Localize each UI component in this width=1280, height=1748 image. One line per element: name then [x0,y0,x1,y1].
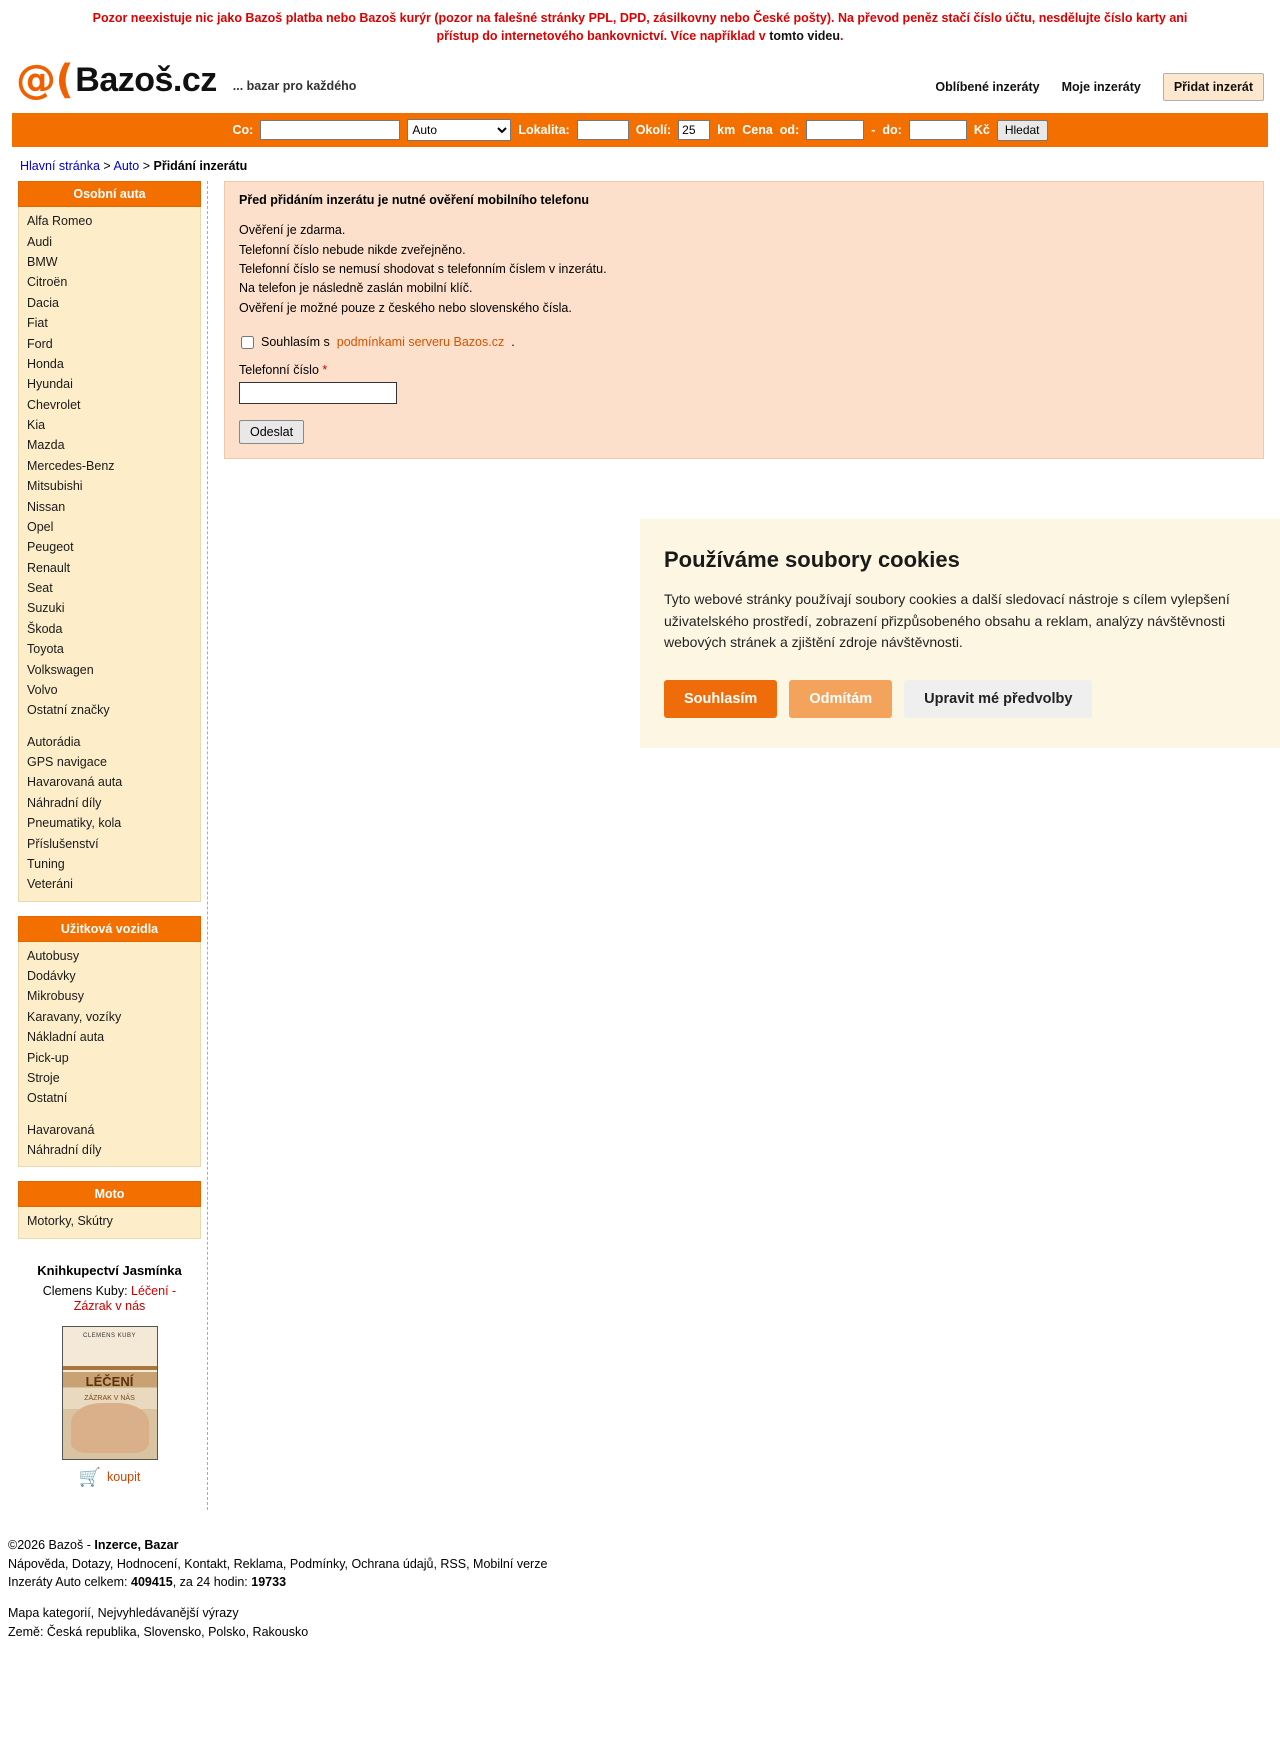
search-dash: - [871,123,876,138]
site-slogan: ... bazar pro každého [232,79,357,94]
sidebar-item-nahradni-dily[interactable]: Náhradní díly [27,795,102,810]
main-content [208,181,1280,459]
search-input-price-from[interactable] [806,120,864,140]
sidebar-item-mercedes-benz[interactable]: Mercedes-Benz [27,458,115,473]
cookie-reject-button[interactable]: Odmítám [789,680,892,718]
sidebar-item-volvo[interactable]: Volvo [27,682,58,697]
search-label-from: od: [779,123,800,138]
terms-consent-label: Souhlasím s [261,335,330,350]
sidebar-item-tuning[interactable]: Tuning [27,856,65,871]
terms-consent-row [239,335,1249,349]
search-bar [12,113,1268,147]
sidebar-item-peugeot[interactable]: Peugeot [27,540,74,555]
search-input-radius[interactable] [678,120,710,140]
bookstore-promo [18,1253,201,1500]
fraud-warning-banner [0,0,1280,51]
sidebar-item-nakladni-auta[interactable]: Nákladní auta [27,1030,105,1045]
sidebar-group-list [18,942,201,1168]
sidebar-item-fiat[interactable]: Fiat [27,316,48,331]
sidebar-item-hyundai[interactable]: Hyundai [27,377,73,392]
search-input-price-to[interactable] [909,120,967,140]
sidebar-group-list [18,207,201,901]
book-cover-illustration [71,1403,149,1453]
search-label-cena: Cena [742,123,773,138]
phone-number-input[interactable] [239,382,397,404]
search-category-select[interactable] [407,119,511,141]
cookie-buttons [664,680,1248,718]
sidebar-item-havarovana[interactable]: Havarovaná [27,1122,95,1137]
search-unit-km: km [717,123,736,138]
sidebar-item-nahradni-dily-uzitkova[interactable]: Náhradní díly [27,1143,102,1157]
verification-line-5: Ověření je možné pouze z českého nebo slovenského čísla. [239,300,572,315]
submit-phone-button[interactable]: Odeslat [239,420,304,444]
sidebar-item-pneumatiky-kola[interactable]: Pneumatiky, kola [27,816,122,831]
footer-stats [8,1573,1280,1592]
verification-info [239,221,1249,318]
book-cover-author: CLEMENS KUBY [82,1332,136,1339]
sidebar-item-ostatni-znacky[interactable]: Ostatní značky [27,703,110,718]
sidebar [18,181,208,1510]
fraud-warning-text: Pozor neexistuje nic jako Bazoš platba nebo Bazoš kurýr (pozor na falešné stránky PPL, DPD, zásilkovny nebo České pošty). Na převod peněz stačí číslo účtu, nesdělujte číslo karty ani přístup do internetového bankovnictví. Více například v [92,11,1188,44]
sidebar-item-veterani[interactable]: Veteráni [27,877,73,892]
sidebar-item-seat[interactable]: Seat [27,581,53,595]
sidebar-item-honda[interactable]: Honda [27,356,64,371]
search-unit-currency: Kč [973,123,990,138]
sidebar-item-bmw[interactable]: BMW [27,255,58,269]
sidebar-group-list [18,1207,201,1238]
verification-line-3: Telefonní číslo se nemusí shodovat s telefonním číslem v inzerátu. [239,262,607,276]
sidebar-item-mikrobusy[interactable]: Mikrobusy [27,989,84,1004]
search-label-okoli: Okolí: [635,123,672,138]
search-label-co: Co: [232,123,254,138]
footer-stats-prefix: Inzeráty Auto celkem: [8,1575,128,1590]
sidebar-item-pick-up[interactable]: Pick-up [27,1050,69,1065]
sidebar-item-citroen[interactable]: Citroën [27,275,68,290]
footer-copyright-text: ©2026 Bazoš - [8,1537,91,1552]
cookie-consent-banner [640,519,1280,748]
promo-buy-row[interactable] [22,1468,197,1486]
verification-line-1: Ověření je zdarma. [239,223,346,238]
sidebar-item-nissan[interactable]: Nissan [27,499,66,514]
sidebar-item-stroje[interactable]: Stroje [27,1070,60,1085]
sidebar-item-skoda[interactable]: Škoda [27,621,63,636]
sidebar-item-opel[interactable]: Opel [27,519,54,534]
search-input-locality[interactable] [577,120,629,140]
promo-buy-link[interactable]: koupit [107,1469,141,1484]
breadcrumb-home[interactable]: Hlavní stránka [20,159,100,174]
sidebar-item-suzuki[interactable]: Suzuki [27,601,65,616]
footer-stats-total: 409415 [131,1575,173,1590]
breadcrumb-sep-2: > [142,159,151,174]
sidebar-group-title: Osobní auta [18,181,201,207]
fraud-warning-period: . [840,29,844,44]
cart-icon: 🛒 [78,1466,102,1487]
sidebar-item-volkswagen[interactable]: Volkswagen [27,662,94,677]
sidebar-group-title: Užitková vozidla [18,916,201,942]
phone-label-text: Telefonní číslo [239,363,319,378]
sidebar-item-ford[interactable]: Ford [27,336,53,351]
promo-title: Knihkupectví Jasmínka [37,1262,182,1278]
footer-stats-mid: , za 24 hodin: [172,1575,248,1590]
sidebar-item-kia[interactable]: Kia [27,418,46,432]
footer-stats-day: 19733 [251,1575,287,1590]
sidebar-divider [19,1109,200,1120]
footer-links[interactable]: Nápověda, Dotazy, Hodnocení, Kontakt, Reklama, Podmínky, Ochrana údajů, RSS, Mobilní verze [8,1556,548,1571]
site-header [0,51,1280,113]
sidebar-item-motorky-skutry[interactable]: Motorky, Skútry [27,1214,113,1229]
nav-my-ads[interactable]: Moje inzeráty [1061,80,1141,95]
phone-verification-panel [224,181,1264,459]
site-logo[interactable] [16,57,217,104]
book-cover-subtitle: ZÁZRAK V NÁS [84,1395,135,1403]
add-ad-button[interactable]: Přidat inzerát [1163,73,1264,101]
search-label-lokalita: Lokalita: [518,123,570,138]
sidebar-item-dodavky[interactable]: Dodávky [27,969,76,983]
cookie-title: Používáme soubory cookies [664,547,960,572]
sidebar-item-karavany-voziky[interactable]: Karavany, vozíky [27,1009,122,1024]
footer-copyright [8,1536,1280,1555]
promo-author: Clemens Kuby: [42,1283,128,1298]
fraud-warning-video-link[interactable]: tomto videu [769,29,841,44]
sidebar-divider [19,721,200,732]
header-nav [935,73,1264,101]
breadcrumb-sep-1: > [103,159,111,174]
search-input-query[interactable] [260,120,400,140]
sidebar-item-toyota[interactable]: Toyota [27,642,64,657]
verification-title: Před přidáním inzerátu je nutné ověření mobilního telefonu [239,193,590,208]
book-cover-image[interactable] [62,1326,158,1460]
verification-line-4: Na telefon je následně zaslán mobilní klíč. [239,281,473,296]
sidebar-item-renault[interactable]: Renault [27,560,71,575]
promo-book-link[interactable]: Léčení - Zázrak v nás [73,1283,177,1313]
sidebar-item-alfa-romeo[interactable]: Alfa Romeo [27,214,93,229]
breadcrumb-current: Přidání inzerátu [153,159,248,174]
verification-line-2: Telefonní číslo nebude nikde zveřejněno. [239,242,466,257]
cookie-text: Tyto webové stránky používají soubory cookies a další sledovací nástroje s cílem vylepšení uživatelského prostředí, zobrazení přizpůsobeného obsahu a reklam, analýzy návštěvnosti webových stránek a zjištění zdroje návštěvnosti. [664,591,1230,651]
sidebar-item-chevrolet[interactable]: Chevrolet [27,397,81,412]
footer-countries[interactable]: Země: Česká republika, Slovensko, Polsko, Rakousko [8,1624,309,1639]
search-label-to: do: [882,123,902,138]
sidebar-item-mitsubishi[interactable]: Mitsubishi [27,479,83,494]
at-logo-icon: @( [16,57,74,104]
search-submit-button[interactable]: Hledat [997,120,1048,141]
sidebar-group-moto [18,1181,201,1238]
sidebar-item-autoradia[interactable]: Autorádia [27,734,81,749]
sidebar-group-osobni-auta [18,181,201,901]
cookie-accept-button[interactable]: Souhlasím [664,680,777,718]
site-logo-text: Bazoš.cz [75,60,217,99]
footer-maps[interactable]: Mapa kategorií, Nejvyhledávanější výrazy [8,1606,239,1620]
terms-link[interactable]: podmínkami serveru Bazos.cz [336,335,505,350]
terms-consent-checkbox[interactable] [241,336,254,349]
footer-copyright-bold: Inzerce, Bazar [94,1537,179,1552]
phone-required-mark: * [322,363,328,378]
breadcrumb-category[interactable]: Auto [113,159,140,174]
site-footer [0,1528,1280,1662]
sidebar-item-audi[interactable]: Audi [27,234,53,249]
phone-field-label [239,363,1249,377]
sidebar-item-prislusenstvi[interactable]: Příslušenství [27,836,99,851]
sidebar-item-mazda[interactable]: Mazda [27,438,65,453]
book-cover-band [63,1366,157,1370]
promo-subtitle [22,1284,197,1314]
nav-favorites[interactable]: Oblíbené inzeráty [935,80,1040,95]
cookie-customize-button[interactable]: Upravit mé předvolby [904,680,1092,718]
sidebar-item-ostatni[interactable]: Ostatní [27,1091,68,1106]
body-wrapper [0,181,1280,1510]
sidebar-group-title: Moto [18,1181,201,1207]
sidebar-item-gps-navigace[interactable]: GPS navigace [27,755,107,769]
sidebar-item-autobusy[interactable]: Autobusy [27,948,80,963]
footer-spacer [8,1592,1280,1604]
sidebar-group-uzitkova-vozidla [18,916,201,1168]
book-cover-title: LÉČENÍ [85,1374,134,1390]
sidebar-item-dacia[interactable]: Dacia [27,295,59,310]
sidebar-item-havarovana-auta[interactable]: Havarovaná auta [27,775,123,790]
breadcrumb [0,147,1280,181]
terms-period: . [511,335,515,350]
